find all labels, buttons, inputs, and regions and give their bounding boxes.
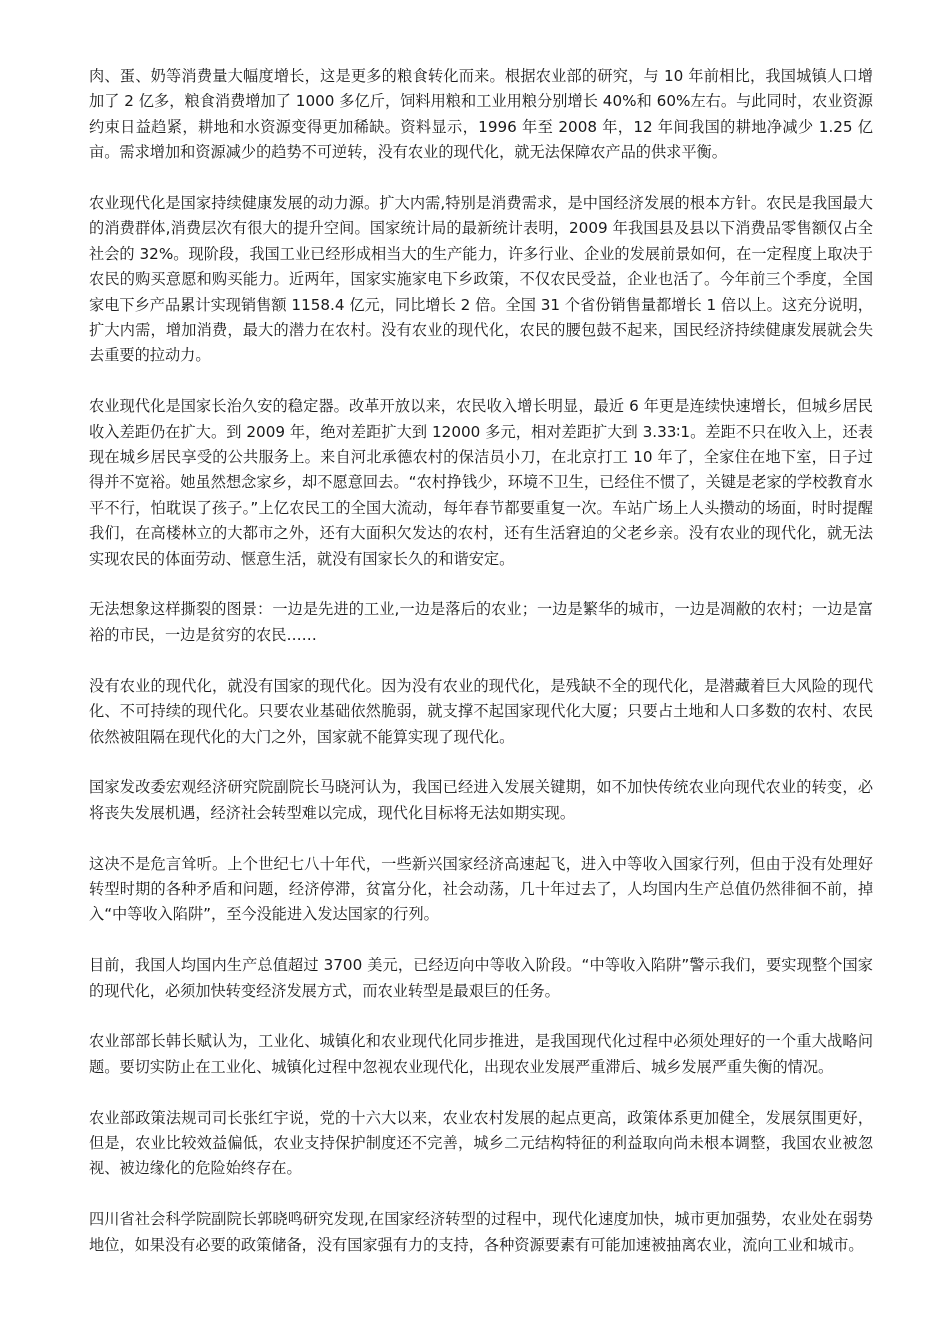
paragraph-domestic-demand: 农业现代化是国家持续健康发展的动力源。扩大内需,特别是消费需求，是中国经济发展的根本方针。农民是我国最大的消费群体,消费层次有很大的提升空间。国家统计局的最新统计表明，2009 年我国县及县以下消费品零售额仅占全社会的 32%。现阶段，我国工业已经形成相当大的生产能力，许多行业、企业的发展前景如何，在一定程度上取决于农民的购买意愿和购买能力。近两年，国家实施家电下乡政策，不仅农民受益，企业也活了。今年前三个季度，全国家电下乡产品累计实现销售额 1158.4 亿元，同比增长 2 倍。全国 31 个省份销售量都增长 1 倍以上。这充分说明，扩大内需，增加消费，最大的潜力在农村。没有农业的现代化，农民的腰包鼓不起来，国民经济持续健康发展就会失去重要的拉动力。 bbox=[89, 194, 873, 365]
paragraph-not-alarmist: 这决不是危言耸听。上个世纪七八十年代，一些新兴国家经济高速起飞，进入中等收入国家行列，但由于没有处理好转型时期的各种矛盾和问题，经济停滞，贫富分化，社会动荡，几十年过去了，人均国内生产总值仍然徘徊不前，掉入“中等收入陷阱”，至今没能进入发达国家的行列。 bbox=[89, 854, 873, 924]
paragraph-han-changfu: 农业部部长韩长赋认为，工业化、城镇化和农业现代化同步推进，是我国现代化过程中必须处理好的一个重大战略问题。要切实防止在工业化、城镇化过程中忽视农业现代化，出现农业发展严重滞后、城乡发展严重失衡的情况。 bbox=[89, 1032, 873, 1076]
paragraph-torn-picture: 无法想象这样撕裂的图景：一边是先进的工业,一边是落后的农业；一边是繁华的城市，一边是凋敝的农村；一边是富裕的市民，一边是贫穷的农民…… bbox=[89, 600, 873, 644]
document-body bbox=[89, 64, 873, 1283]
paragraph-grain-demand: 肉、蛋、奶等消费量大幅度增长，这是更多的粮食转化而来。根据农业部的研究，与 10 年前相比，我国城镇人口增加了 2 亿多，粮食消费增加了 1000 多亿斤，饲料用粮和工业用粮分别增长 40%和 60%左右。与此同时，农业资源约束日益趋紧，耕地和水资源变得更加稀缺。资料显示，1996 年至 2008 年，12 年间我国的耕地净减少 1.25 亿亩。需求增加和资源减少的趋势不可逆转，没有农业的现代化，就无法保障农产品的供求平衡。 bbox=[89, 67, 873, 162]
paragraph-zhang-hongyu: 农业部政策法规司司长张红宇说，党的十六大以来，农业农村发展的起点更高，政策体系更加健全，发展氛围更好，但是，农业比较效益偏低，农业支持保护制度还不完善，城乡二元结构特征的利益取向尚未根本调整，我国农业被忽视、被边缘化的危险始终存在。 bbox=[89, 1108, 873, 1178]
paragraph-stability: 农业现代化是国家长治久安的稳定器。改革开放以来，农民收入增长明显，最近 6 年更是连续快速增长，但城乡居民收入差距仍在扩大。到 2009 年，绝对差距扩大到 12000 多元，相对差距扩大到 3.33∶1。差距不只在收入上，还表现在城乡居民享受的公共服务上。来自河北承德农村的保洁员小刀，在北京打工 10 年了，全家住在地下室，日子过得并不宽裕。她虽然想念家乡，却不愿意回去。“农村挣钱少，环境不卫生，已经住不惯了，关键是老家的学校教育水平不行，怕耽误了孩子。”上亿农民工的全国大流动，每年春节都要重复一次。车站广场上人头攒动的场面，时时提醒我们，在高楼林立的大都市之外，还有大面积欠发达的农村，还有生活窘迫的父老乡亲。没有农业的现代化，就无法实现农民的体面劳动、惬意生活，就没有国家长久的和谐安定。 bbox=[89, 397, 873, 568]
paragraph-no-modernization: 没有农业的现代化，就没有国家的现代化。因为没有农业的现代化，是残缺不全的现代化，是潜藏着巨大风险的现代化、不可持续的现代化。只要农业基础依然脆弱，就支撑不起国家现代化大厦；只要占土地和人口多数的农村、农民依然被阻隔在现代化的大门之外，国家就不能算实现了现代化。 bbox=[89, 676, 873, 746]
paragraph-ma-xiaohe: 国家发改委宏观经济研究院副院长马晓河认为，我国已经进入发展关键期，如不加快传统农业向现代农业的转变，必将丧失发展机遇，经济社会转型难以完成，现代化目标将无法如期实现。 bbox=[89, 778, 873, 822]
paragraph-guo-xiaoming: 四川省社会科学院副院长郭晓鸣研究发现,在国家经济转型的过程中，现代化速度加快，城市更加强势，农业处在弱势地位，如果没有必要的政策储备，没有国家强有力的支持，各种资源要素有可能加速被抽离农业，流向工业和城市。 bbox=[89, 1210, 873, 1254]
paragraph-middle-income-trap: 目前，我国人均国内生产总值超过 3700 美元，已经迈向中等收入阶段。“中等收入陷阱”警示我们，要实现整个国家的现代化，必须加快转变经济发展方式，而农业转型是最艰巨的任务。 bbox=[89, 956, 873, 1000]
